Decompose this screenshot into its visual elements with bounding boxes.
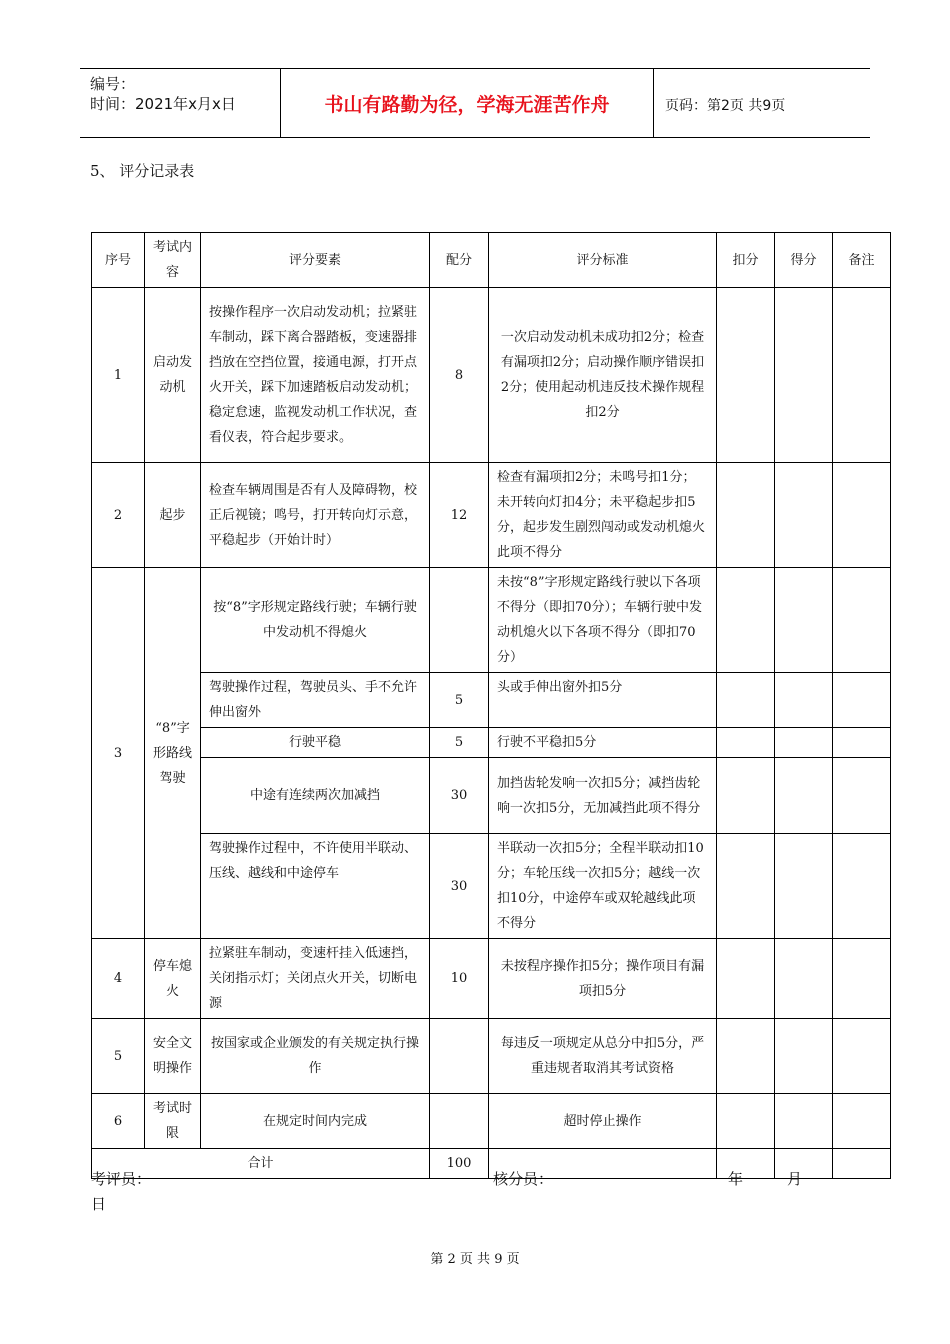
points [430,1019,489,1094]
score-cell[interactable] [775,288,833,463]
points: 10 [430,939,489,1019]
scoring-element: 拉紧驻车制动，变速杆挂入低速挡，关闭指示灯；关闭点火开关，切断电源 [201,939,430,1019]
deduction-cell[interactable] [717,1019,775,1094]
table-row [92,834,891,939]
scoring-criteria: 未按程序操作扣5分；操作项目有漏项扣5分 [489,939,717,1019]
section-title: 5、 评分记录表 [90,162,195,180]
row-number: 6 [92,1094,145,1149]
total-row [92,1149,891,1179]
score-table [91,232,891,1179]
scoring-criteria: 一次启动发动机未成功扣2分；检查有漏项扣2分；启动操作顺序错误扣2分；使用起动机违反技术操作规程扣2分 [489,288,717,463]
remark-cell[interactable] [833,1094,891,1149]
year-label: 年 [728,1170,744,1188]
remark-cell[interactable] [833,1019,891,1094]
remark-cell[interactable] [833,728,891,758]
score-cell[interactable] [775,463,833,568]
header-cell: 配分 [430,233,489,288]
exam-content: “8”字形路线驾驶 [145,568,201,939]
table-row [92,939,891,1019]
score-cell[interactable] [775,728,833,758]
deduction-cell[interactable] [717,834,775,939]
deduction-cell[interactable] [717,1094,775,1149]
scoring-element: 中途有连续两次加减挡 [201,758,430,834]
header-cell: 序号 [92,233,145,288]
deduction-cell[interactable] [717,939,775,1019]
deduction-cell[interactable] [717,568,775,673]
table-row [92,568,891,673]
scoring-criteria: 半联动一次扣5分；全程半联动扣10分；车轮压线一次扣5分；越线一次扣10分，中途停车或双轮越线此项不得分 [489,834,717,939]
header-cell: 评分要素 [201,233,430,288]
remark-cell[interactable] [833,834,891,939]
remark-cell[interactable] [833,939,891,1019]
exam-content: 起步 [145,463,201,568]
table-row [92,673,891,728]
deduction-cell[interactable] [717,288,775,463]
scoring-element: 行驶平稳 [201,728,430,758]
scoring-element: 检查车辆周围是否有人及障碍物，校正后视镜；鸣号，打开转向灯示意，平稳起步（开始计时） [201,463,430,568]
header-cell: 考试内容 [145,233,201,288]
deduction-cell[interactable] [717,728,775,758]
time-label: 时间：2021年x月x日 [90,95,236,113]
exam-content: 考试时限 [145,1094,201,1149]
points: 8 [430,288,489,463]
header-cell: 备注 [833,233,891,288]
score-cell[interactable] [775,758,833,834]
month-label: 月 [787,1170,803,1188]
table-header-row [92,233,891,288]
deduction-cell[interactable] [717,463,775,568]
row-number: 1 [92,288,145,463]
scoring-element: 驾驶操作过程中，不许使用半联动、压线、越线和中途停车 [201,834,430,939]
remark-cell[interactable] [833,758,891,834]
exam-content: 安全文明操作 [145,1019,201,1094]
scoring-criteria: 每违反一项规定从总分中扣5分，严重违规者取消其考试资格 [489,1019,717,1094]
scoring-criteria: 未按“8”字形规定路线行驶以下各项不得分（即扣70分）；车辆行驶中发动机熄火以下各项不得分（即扣70分） [489,568,717,673]
scoring-criteria: 超时停止操作 [489,1094,717,1149]
points [430,568,489,673]
total-label: 合计 [92,1149,430,1179]
header-motto: 书山有路勤为径，学海无涯苦作舟 [281,69,654,137]
table-row [92,1094,891,1149]
deduction-cell[interactable] [717,673,775,728]
table-row [92,463,891,568]
remark-cell[interactable] [833,673,891,728]
points: 30 [430,834,489,939]
remark-cell[interactable] [833,568,891,673]
score-cell[interactable] [775,673,833,728]
page-header [80,68,870,138]
scoring-criteria: 加挡齿轮发响一次扣5分；减挡齿轮响一次扣5分，无加减挡此项不得分 [489,758,717,834]
header-cell: 扣分 [717,233,775,288]
scoring-element: 在规定时间内完成 [201,1094,430,1149]
total-deduction-cell[interactable] [717,1149,775,1179]
remark-cell[interactable] [833,288,891,463]
day-label: 日 [91,1195,107,1213]
exam-content: 启动发动机 [145,288,201,463]
scoring-criteria: 检查有漏项扣2分；未鸣号扣1分；未开转向灯扣4分；未平稳起步扣5分，起步发生剧烈闯动或发动机熄火此项不得分 [489,463,717,568]
header-meta [80,69,281,137]
header-cell: 得分 [775,233,833,288]
scoring-criteria: 头或手伸出窗外扣5分 [489,673,717,728]
total-points: 100 [430,1149,489,1179]
scoring-element: 驾驶操作过程，驾驶员头、手不允许伸出窗外 [201,673,430,728]
points [430,1094,489,1149]
examiner-label: 考评员： [91,1170,152,1188]
points: 5 [430,673,489,728]
row-number: 4 [92,939,145,1019]
checker-label: 核分员： [493,1170,554,1188]
exam-content: 停车熄火 [145,939,201,1019]
header-page-info: 页码：第2页 共9页 [665,98,786,114]
points: 5 [430,728,489,758]
scoring-element: 按国家或企业颁发的有关规定执行操作 [201,1019,430,1094]
table-row [92,758,891,834]
score-cell[interactable] [775,568,833,673]
points: 30 [430,758,489,834]
remark-cell[interactable] [833,463,891,568]
deduction-cell[interactable] [717,758,775,834]
score-cell[interactable] [775,1019,833,1094]
table-row [92,728,891,758]
score-cell[interactable] [775,834,833,939]
scoring-criteria: 行驶不平稳扣5分 [489,728,717,758]
score-cell[interactable] [775,1094,833,1149]
row-number: 2 [92,463,145,568]
row-number: 3 [92,568,145,939]
table-row [92,1019,891,1094]
code-label: 编号： [90,75,136,93]
scoring-element: 按操作程序一次启动发动机；拉紧驻车制动，踩下离合器踏板，变速器排挡放在空挡位置，接通电源，打开点火开关，踩下加速踏板启动发动机；稳定怠速，监视发动机工作状况，查看仪表，符合起步要求。 [201,288,430,463]
score-cell[interactable] [775,939,833,1019]
table-row [92,288,891,463]
page-number: 第 2 页 共 9 页 [430,1252,520,1267]
total-remark-cell[interactable] [833,1149,891,1179]
scoring-element: 按“8”字形规定路线行驶；车辆行驶中发动机不得熄火 [201,568,430,673]
points: 12 [430,463,489,568]
row-number: 5 [92,1019,145,1094]
total-score-cell[interactable] [775,1149,833,1179]
header-cell: 评分标准 [489,233,717,288]
